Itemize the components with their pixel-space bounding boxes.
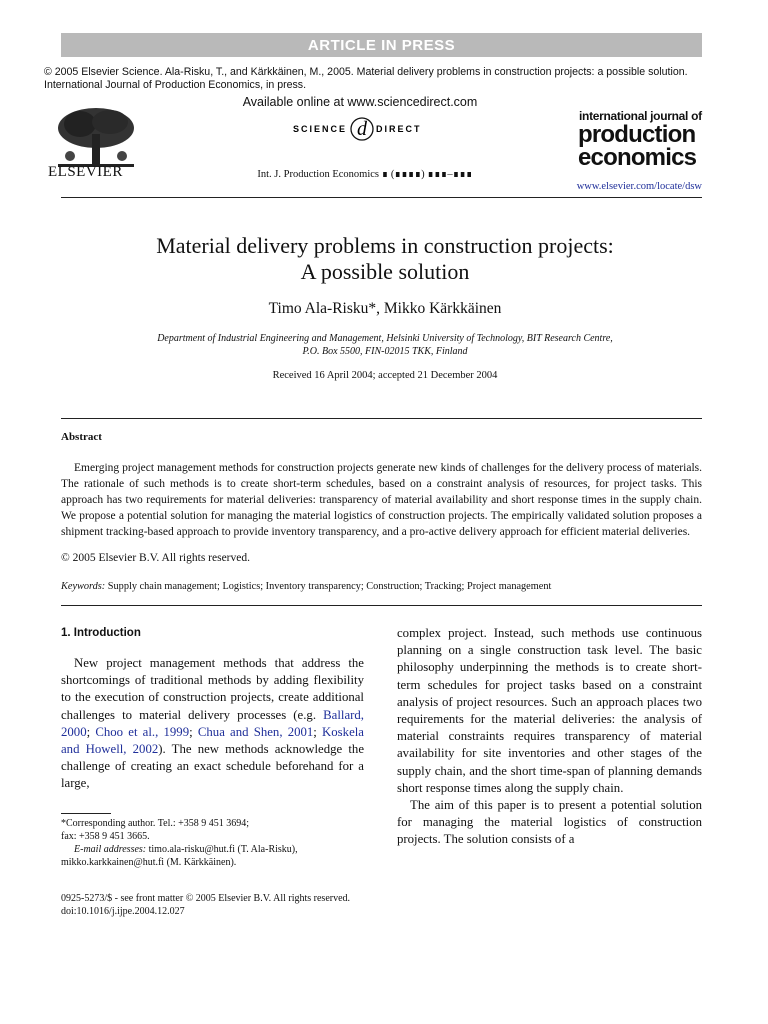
footnote-email-label: E-mail addresses:	[74, 844, 147, 855]
title-line1: Material delivery problems in construction projects:	[156, 233, 614, 258]
affiliation-line1: Department of Industrial Engineering and Management, Helsinki University of Technology, BIT Research Centre,	[157, 333, 613, 344]
abstract-heading: Abstract	[61, 431, 102, 443]
footnote-email2: mikko.karkkainen@hut.fi (M. Kärkkäinen).	[61, 857, 237, 868]
affiliation-line2: P.O. Box 5500, FIN-02015 TKK, Finland	[302, 345, 468, 357]
sciencedirect-logo	[275, 112, 475, 148]
column-left	[61, 625, 364, 793]
intro-paragraph-2: The aim of this paper is to present a potential solution for managing the material logistics of construction projects. The solution consists of a	[397, 798, 702, 847]
affiliation	[60, 333, 710, 358]
citation-link[interactable]: Choo et al., 1999	[95, 724, 190, 739]
front-matter: 0925-5273/$ - see front matter © 2005 Elsevier B.V. All rights reserved.	[61, 893, 351, 904]
sciencedirect-mark: d	[357, 118, 367, 140]
journal-title-line1: international journal of	[579, 109, 702, 123]
footnote-fax: fax: +358 9 451 3665.	[61, 831, 150, 842]
abstract-copyright: © 2005 Elsevier B.V. All rights reserved.	[61, 552, 250, 564]
footnote	[61, 817, 364, 869]
abstract-divider-top	[61, 418, 702, 419]
citation-link[interactable]: Koskela and Howell, 2002	[61, 724, 364, 757]
article-in-press-banner: ARTICLE IN PRESS	[61, 33, 702, 57]
abstract-divider-bottom	[61, 605, 702, 606]
footnote-email1: timo.ala-risku@hut.fi (T. Ala-Risku),	[146, 844, 298, 855]
column-right	[397, 625, 702, 849]
journal-title-line3: economics	[578, 144, 697, 171]
authors: Timo Ala-Risku*, Mikko Kärkkäinen	[268, 300, 502, 317]
journal-url-link[interactable]: www.elsevier.com/locate/dsw	[576, 181, 702, 192]
available-online: Available online at www.sciencedirect.com	[242, 95, 478, 109]
footnote-rule	[61, 813, 111, 814]
title-line2: A possible solution	[300, 259, 470, 284]
citation-link[interactable]: Chua and Shen, 2001	[197, 724, 314, 739]
sciencedirect-right: DIRECT	[376, 124, 422, 134]
keywords	[61, 581, 702, 592]
doi: doi:10.1016/j.ijpe.2004.12.027	[61, 906, 185, 917]
keywords-text: Supply chain management; Logistics; Inventory transparency; Construction; Tracking; Project management	[105, 581, 552, 592]
sciencedirect-left: SCIENCE	[292, 124, 347, 134]
journal-title-line2: production	[578, 121, 696, 148]
section-heading: 1. Introduction	[61, 627, 141, 639]
article-title	[60, 233, 710, 285]
abstract-text: Emerging project management methods for construction projects generate new kinds of challenges for the delivery process of materials. The rationale of such methods is to create short-term schedules, based on a constraint analysis of resources, for project tasks. This approach has two requirements for material deliveries: transparency of material availability and short response times in the supply chain. We propose a potential solution for managing the material logistics of construction projects. The empirically validated solution proposes a shipment tracking-based approach to provide inventory transparency, and a pro-active delivery approach for efficient material deliveries.	[61, 462, 702, 538]
received-dates: Received 16 April 2004; accepted 21 December 2004	[272, 370, 498, 381]
footnote-email-line	[61, 843, 364, 856]
abstract-body	[61, 460, 702, 540]
footnote-corresponding: *Corresponding author. Tel.: +358 9 451 3694;	[61, 818, 250, 829]
citation-note: © 2005 Elsevier Science. Ala-Risku, T., and Kärkkäinen, M., 2005. Material delivery problems in construction projects: a possible solution. International Journal of Production Economics, in press.	[44, 66, 688, 91]
citation-link[interactable]: Ballard, 2000	[61, 707, 364, 739]
intro-paragraph-1: New project management methods that address the shortcomings of traditional methods by adding flexibility to the execution of construction projects, create additional challenges to material delivery processes (e.g. Ballard, 2000; Choo et al., 1999; Chua and Shen, 2001; Koskela and Howell, 2002). The new methods acknowledge the challenge of creating an exact schedule beforehand for a large,	[61, 656, 365, 791]
keywords-label: Keywords:	[61, 581, 106, 592]
intro-paragraph-continued: complex project. Instead, such methods use continuous planning on a single construction task level. The basic philosophy underpinning the methods is to create short-term schedules for project tasks based on a constraint analysis of project resources. Such an approach places two requirements for the material deliveries: the analysis of material constraints requires transparency of material availability for site inventories and other stages of the supply chain, and the short time-span of planning demands short response times along the supply chain.	[397, 626, 702, 795]
journal-reference: Int. J. Production Economics ∎ (∎∎∎∎) ∎∎∎–∎∎∎	[257, 169, 473, 180]
publisher-name: ELSEVIER	[48, 164, 123, 180]
header-divider	[61, 197, 702, 198]
